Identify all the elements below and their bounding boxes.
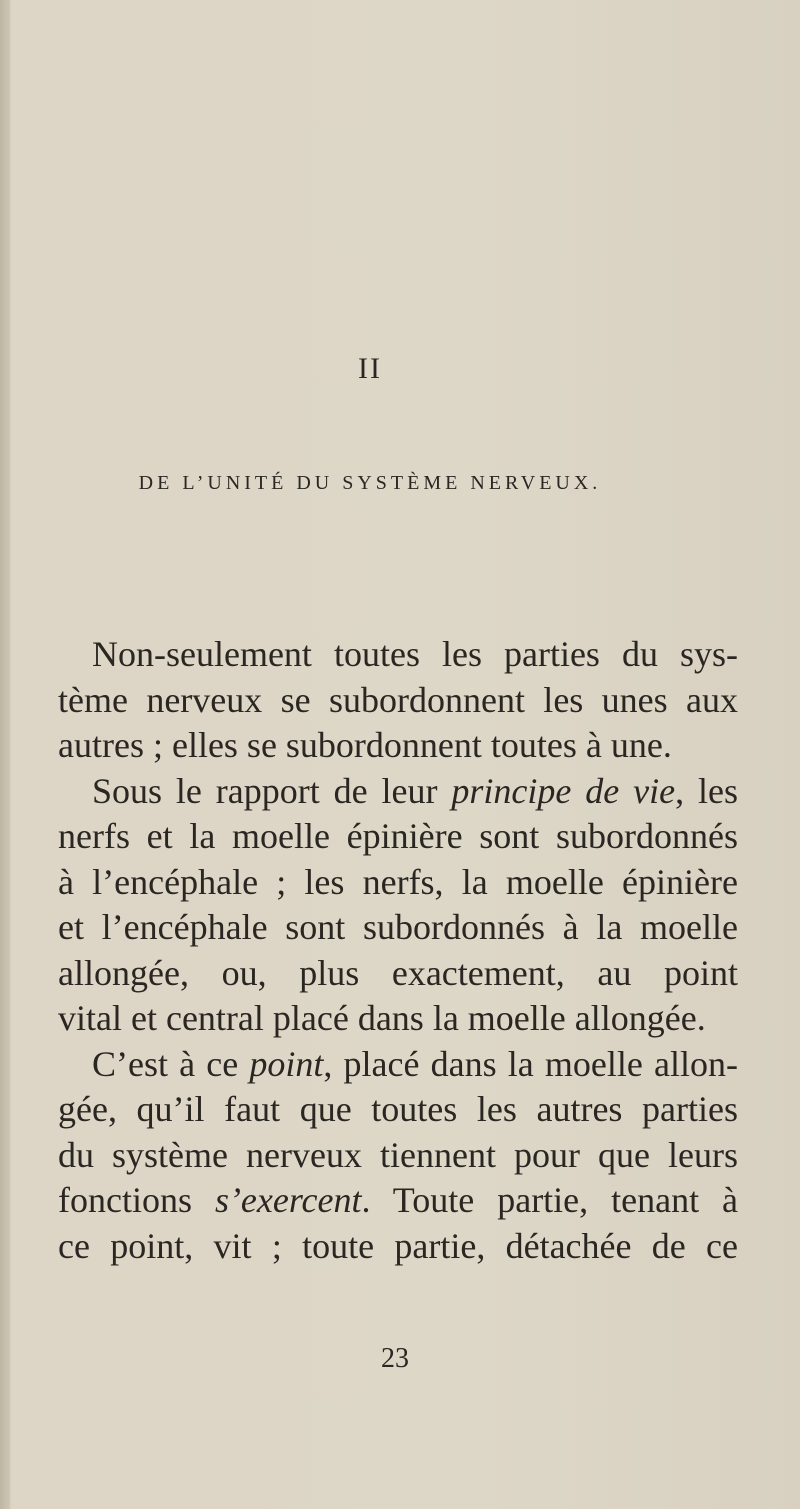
text-run: fonctions: [58, 1180, 215, 1220]
text-line: [58, 1087, 738, 1133]
chapter-title: [0, 472, 740, 495]
text-line: [58, 905, 738, 951]
text-line: [58, 1042, 738, 1088]
text-line: [58, 1133, 738, 1179]
text-run: et l’encéphale sont subordonnés à la moelle: [58, 907, 738, 947]
chapter-title-text: DE L’UNITÉ DU SYSTÈME NERVEUX.: [138, 472, 602, 494]
text-run: Sous le rapport de leur: [92, 770, 452, 811]
text-run: ce point, vit ; toute partie, détachée de ce: [58, 1225, 738, 1266]
text-line: [58, 996, 738, 1042]
text-run: à l’encéphale ; les nerfs, la moelle épinière: [58, 861, 738, 902]
text-line: [58, 632, 738, 678]
text-line: [58, 860, 738, 906]
italic-run: point: [249, 1043, 324, 1084]
italic-run: principe de vie: [451, 770, 676, 811]
binding-edge: [0, 0, 10, 1509]
text-run: , les: [675, 770, 738, 811]
text-run: autres ; elles se subordonnent toutes à une.: [58, 725, 672, 765]
text-run: allongée, ou, plus exactement, au point: [58, 952, 738, 993]
text-run: gée, qu’il faut que toutes les autres parties: [58, 1089, 738, 1129]
text-run: , placé dans la moelle allon-: [323, 1043, 738, 1084]
text-line: [58, 769, 738, 815]
text-run: tème nerveux se subordonnent les unes aux: [58, 679, 738, 720]
italic-run: s’exercent: [214, 1180, 362, 1220]
text-run: . Toute partie, tenant à: [361, 1180, 738, 1220]
text-line: [58, 678, 738, 724]
text-run: nerfs et la moelle épinière sont subordonnés: [58, 816, 738, 856]
text-line: [58, 1224, 738, 1270]
text-run: du système nerveux tiennent pour que leurs: [58, 1134, 738, 1175]
chapter-number: II: [358, 352, 382, 385]
text-line: [58, 1178, 738, 1224]
text-run: vital et central placé dans la moelle allongée.: [58, 998, 706, 1038]
body-text: [58, 632, 738, 1269]
text-line: [58, 951, 738, 997]
text-line: [58, 723, 738, 769]
text-run: C’est à ce: [92, 1043, 250, 1084]
text-run: Non-seulement toutes les parties du sys-: [92, 634, 738, 674]
text-line: [58, 814, 738, 860]
page-number: 23: [381, 1343, 409, 1374]
